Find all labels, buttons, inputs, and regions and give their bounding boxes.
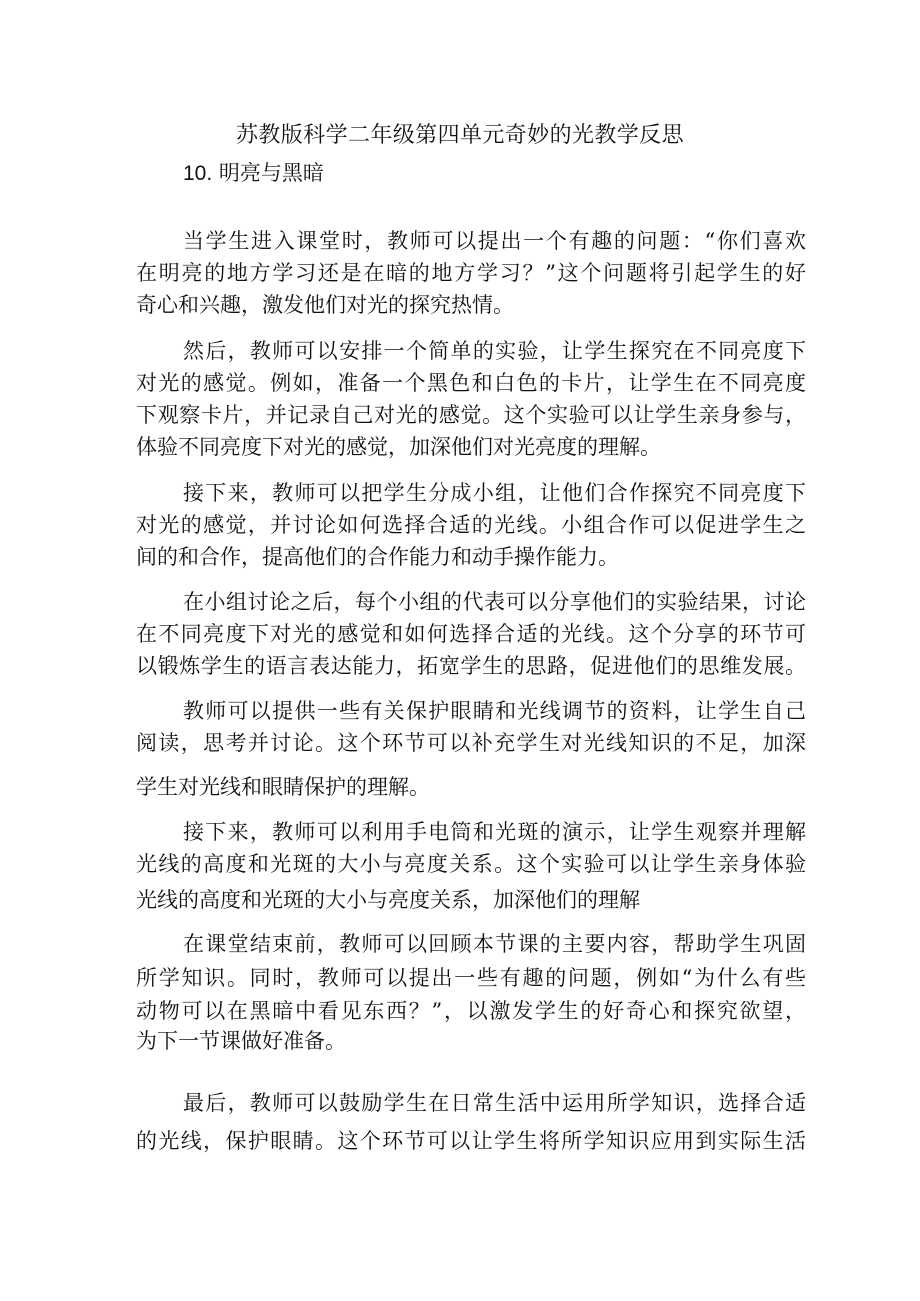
- section-number: 10.: [183, 162, 213, 185]
- paragraph-line: 接下来，教师可以把学生分成小组，让他们合作探究不同亮度下: [183, 481, 806, 505]
- section-title: 明亮与黑暗: [218, 161, 324, 185]
- paragraph-line: 下观察卡片，并记录自己对光的感觉。这个实验可以让学生亲身参与，: [136, 403, 806, 427]
- paragraph-line: 在明亮的地方学习还是在暗的地方学习？”这个问题将引起学生的好: [136, 261, 806, 285]
- paragraph-line: 阅读，思考并讨论。这个环节可以补充学生对光线知识的不足，加深: [136, 731, 806, 755]
- paragraph-line: 对光的感觉，并讨论如何选择合适的光线。小组合作可以促进学生之: [136, 513, 806, 537]
- paragraph-line: 奇心和兴趣，激发他们对光的探究热情。: [136, 293, 514, 317]
- paragraph-line: 在小组讨论之后，每个小组的代表可以分享他们的实验结果，讨论: [183, 590, 806, 614]
- paragraph-line: 当学生进入课堂时，教师可以提出一个有趣的问题：“你们喜欢: [183, 229, 806, 253]
- paragraph-line: 的光线，保护眼睛。这个环节可以让学生将所学知识应用到实际生活: [136, 1129, 806, 1153]
- paragraph-line: 光线的高度和光斑的大小与亮度关系。这个实验可以让学生亲身体验: [136, 852, 806, 876]
- paragraph-line: 对光的感觉。例如，准备一个黑色和白色的卡片，让学生在不同亮度: [136, 371, 806, 395]
- paragraph-line: 接下来，教师可以利用手电筒和光斑的演示，让学生观察并理解: [183, 820, 806, 844]
- paragraph-line: 为下一节课做好准备。: [136, 1029, 346, 1053]
- paragraph-line: 光线的高度和光斑的大小与亮度关系，加深他们的理解: [136, 888, 640, 912]
- paragraph-line: 所学知识。同时，教师可以提出一些有趣的问题，例如“为什么有些: [136, 966, 806, 990]
- paragraph-line: 然后，教师可以安排一个简单的实验，让学生探究在不同亮度下: [183, 339, 806, 363]
- paragraph-line: 最后，教师可以鼓励学生在日常生活中运用所学知识，选择合适: [183, 1091, 806, 1115]
- paragraph-line: 体验不同亮度下对光的感觉，加深他们对光亮度的理解。: [136, 435, 661, 459]
- paragraph-line: 动物可以在黑暗中看见东西？”，以激发学生的好奇心和探究欲望，: [136, 999, 806, 1023]
- document-title: 苏教版科学二年级第四单元奇妙的光教学反思: [235, 123, 684, 148]
- paragraph-line: 在课堂结束前，教师可以回顾本节课的主要内容，帮助学生巩固: [183, 932, 806, 956]
- paragraph-line: 学生对光线和眼睛保护的理解。: [136, 775, 430, 799]
- paragraph-line: 以锻炼学生的语言表达能力，拓宽学生的思路，促进他们的思维发展。: [136, 654, 806, 678]
- section-heading: [183, 157, 324, 190]
- paragraph-line: 教师可以提供一些有关保护眼睛和光线调节的资料，让学生自己: [183, 699, 806, 723]
- paragraph-line: 间的和合作，提高他们的合作能力和动手操作能力。: [136, 545, 619, 569]
- paragraph-line: 在不同亮度下对光的感觉和如何选择合适的光线。这个分享的环节可: [136, 622, 806, 646]
